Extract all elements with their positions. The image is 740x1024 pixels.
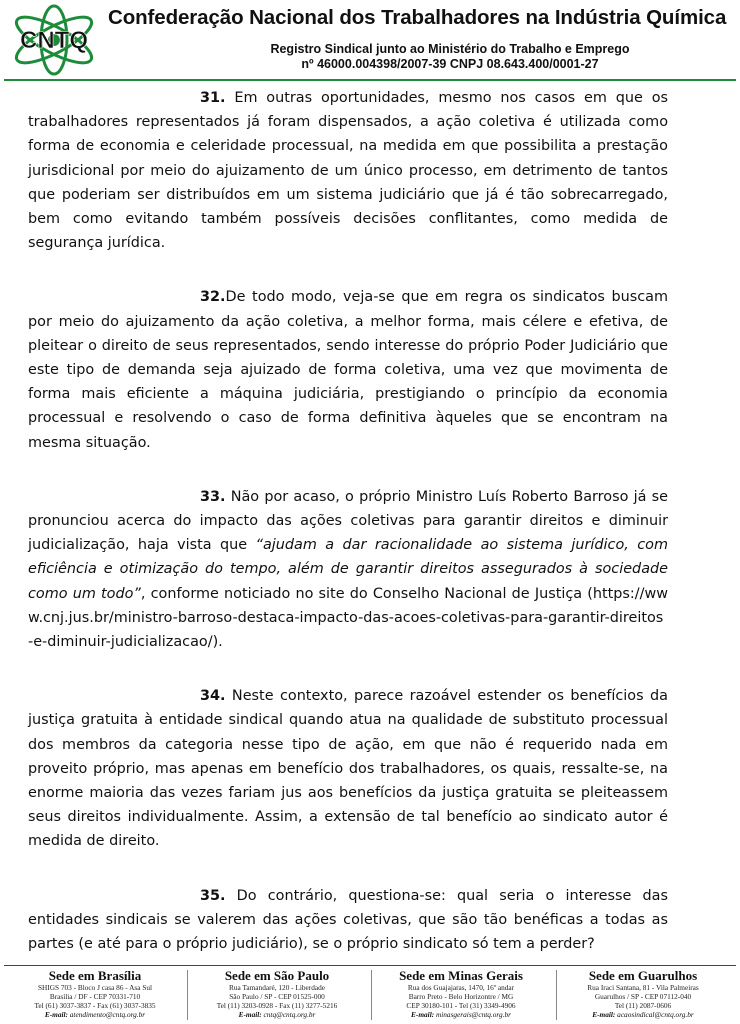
- cntq-logo: [8, 2, 100, 78]
- office-email: E-mail: minasgerais@cntq.org.br: [411, 1010, 511, 1019]
- office-guarulhos: [548, 968, 738, 1019]
- office-city: Brasília / DF - CEP 70331-710: [49, 992, 141, 1001]
- office-address: Rua Iraci Santana, 81 - Vila Palmeiras: [587, 983, 699, 992]
- office-phone: Tel (61) 3037-3837 - Fax (61) 3037-3835: [34, 1001, 156, 1010]
- letterhead: [0, 0, 740, 80]
- office-minas-gerais: [366, 968, 556, 1019]
- registry-line: Registro Sindical junto ao Ministério do Trabalho e Emprego: [270, 42, 630, 56]
- office-city: São Paulo / SP - CEP 01525-000: [229, 992, 325, 1001]
- paragraph-text-end: ).: [212, 634, 223, 651]
- letterhead-footer: [0, 968, 740, 1024]
- paragraph-number: 32.: [200, 289, 226, 306]
- office-name: Sede em São Paulo: [224, 968, 330, 983]
- office-sao-paulo: [182, 968, 372, 1019]
- quoted-text: “ajudam a dar racionalidade ao sistema jurídico, com eficiência e otimização do tempo, além de garantir direitos assegurados à sociedade como um todo”: [28, 537, 668, 602]
- paragraph-number: 35.: [200, 887, 226, 904]
- registry-numbers: nº 46000.004398/2007-39 CNPJ 08.643.400/0001-27: [301, 57, 599, 71]
- paragraph-text: Do contrário, questiona-se: qual seria o interesse das entidades sindicais se valerem das ações coletivas, que são tão benéficas a todas as partes (e até para o próprio judiciário), se o próprio sindicato só tem a perder?: [28, 887, 668, 953]
- office-address: SHIGS 703 - Bloco J casa 86 - Asa Sul: [37, 983, 153, 992]
- office-name: Sede em Minas Gerais: [399, 968, 523, 983]
- paragraph-number: 33.: [200, 488, 226, 505]
- paragraph-text: De todo modo, veja-se que em regra os sindicatos buscam por meio do ajuizamento da ação coletiva, a melhor forma, mais célere e efetiva, de pleitear o direito de seus representados, sendo interesse do próprio Poder Judiciário que este tipo de demanda seja ajuizado de forma coletiva, uma vez que movimenta de forma mais eficiente a máquina judiciária, prestigiando o princípio da economia processual e resolvendo o caso de forma definitiva àqueles que se encontram na mesma situação.: [28, 289, 668, 451]
- office-city: Guarulhos / SP - CEP 07112-040: [594, 992, 692, 1001]
- paragraph-text-continued: , conforme noticiado no site do Conselho Nacional de Justiça (: [140, 585, 593, 602]
- source-url: https://www.cnj.jus.br/ministro-barroso-destaca-impacto-das-acoes-coletivas-para-garantir-direitos-e-diminuir-judicializacao/: [28, 585, 668, 651]
- office-phone: CEP 30180-101 - Tel (31) 3349-4906: [406, 1001, 516, 1010]
- office-brasilia: [0, 968, 190, 1019]
- office-phone: Tel (11) 2087-0606: [614, 1001, 672, 1010]
- paragraph-34: [28, 684, 668, 853]
- organization-title: Confederação Nacional dos Trabalhadores na Indústria Química: [108, 6, 727, 29]
- header-divider: [4, 79, 736, 81]
- office-city: Barro Preto - Belo Horizontre / MG: [408, 992, 514, 1001]
- office-phone: Tel (11) 3203-0928 - Fax (11) 3277-5216: [216, 1001, 338, 1010]
- paragraph-number: 34.: [200, 688, 226, 705]
- office-address: Rua dos Guajajaras, 1470, 16º andar: [407, 983, 515, 992]
- paragraph-33: [28, 485, 668, 654]
- office-name: Sede em Brasília: [48, 968, 142, 983]
- office-address: Rua Tamandaré, 120 - Liberdade: [229, 983, 325, 992]
- paragraph-text: Neste contexto, parece razoável estender os benefícios da justiça gratuita à entidade sindical quando atua na qualidade de substituto processual dos membros da categoria nesse tipo de ação, em que não é requerido nada em proveito próprio, mas apenas em benefício dos trabalhadores, os quais, ressalte-se, na enorme maioria das vezes fariam jus aos benefícios da justiça gratuita se pleiteassem seus direitos individualmente. Assim, a extensão de tal benefício ao sindicato autor é medida de direito.: [28, 688, 668, 850]
- paragraph-32: [28, 285, 668, 454]
- paragraph-35: [28, 884, 668, 957]
- office-email: E-mail: atendimento@cntq.org.br: [44, 1010, 146, 1019]
- paragraph-text: Não por acaso, o próprio Ministro Luís Roberto Barroso já se pronunciou acerca do impacto das ações coletivas para garantir direitos e diminuir judicialização, haja vista que: [28, 488, 668, 554]
- document-body: [28, 86, 668, 986]
- office-email: E-mail: cntq@cntq.org.br: [238, 1010, 316, 1019]
- paragraph-number: 31.: [200, 90, 226, 106]
- paragraph-31: [28, 86, 668, 255]
- svg-text:CNTQ: CNTQ: [20, 27, 88, 54]
- footer-divider: [4, 965, 736, 966]
- paragraph-text: Em outras oportunidades, mesmo nos casos em que os trabalhadores representados já foram dispensados, a ação coletiva é utilizada como forma de economia e celeridade processual, na medida em que possibilita a prestação jurisdicional por meio do ajuizamento de um único processo, em detrimento de tantos que poderiam ser distribuídos em um sistema judiciário que já é tão sobrecarregado, bem como evitando também possíveis decisões conflitantes, como medida de segurança jurídica.: [28, 90, 668, 252]
- office-email: E-mail: acaosindical@cntq.org.br: [592, 1010, 694, 1019]
- office-name: Sede em Guarulhos: [588, 968, 698, 983]
